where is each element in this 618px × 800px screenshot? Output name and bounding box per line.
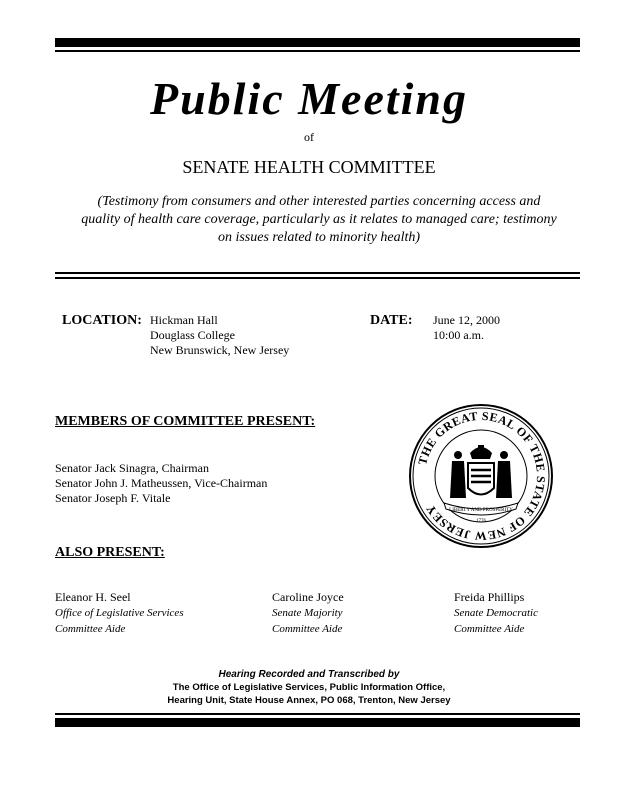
- members-heading: MEMBERS OF COMMITTEE PRESENT:: [55, 414, 316, 429]
- aide-entry: [55, 589, 184, 637]
- seal-year: 1776: [476, 519, 486, 524]
- member-item: Senator John J. Matheussen, Vice-Chairman: [55, 476, 268, 490]
- members-list: [55, 461, 267, 506]
- date-label: DATE:: [370, 313, 413, 328]
- member-item: Senator Joseph F. Vitale: [55, 491, 171, 505]
- also-present-heading: ALSO PRESENT:: [55, 545, 165, 560]
- aide-office: Office of Legislative Services: [55, 607, 184, 619]
- footer-line: Hearing Unit, State House Annex, PO 068, Trenton, New Jersey: [167, 695, 451, 706]
- bottom-thick-rule: [55, 718, 580, 727]
- footer-line: The Office of Legislative Services, Public Information Office,: [172, 682, 446, 693]
- aide-entry: [272, 589, 344, 637]
- aide-office: Senate Majority: [272, 607, 343, 619]
- footer-line: Hearing Recorded and Transcribed by: [218, 669, 400, 680]
- aide-role: Committee Aide: [272, 623, 343, 635]
- aide-office: Senate Democratic: [454, 607, 538, 619]
- top-thick-rule: [55, 38, 580, 47]
- seal-ring-text: THE GREAT SEAL OF THE STATE OF NEW JERSEY: [415, 408, 549, 544]
- location-line: New Brunswick, New Jersey: [150, 343, 290, 357]
- member-item: Senator Jack Sinagra, Chairman: [55, 461, 209, 475]
- aide-entry: [454, 589, 538, 637]
- of-text: of: [304, 130, 314, 144]
- aide-role: Committee Aide: [55, 623, 126, 635]
- top-thin-rule: [55, 50, 580, 52]
- transcription-credit: [0, 668, 618, 707]
- location-label: LOCATION:: [62, 313, 142, 328]
- aide-name: Caroline Joyce: [272, 590, 344, 604]
- location-details: [150, 313, 289, 358]
- state-seal: [408, 403, 554, 549]
- committee-name: SENATE HEALTH COMMITTEE: [182, 157, 436, 177]
- middle-rule-bottom: [55, 277, 580, 279]
- page-title: Public Meeting: [149, 73, 469, 124]
- date-line: 10:00 a.m.: [433, 328, 484, 342]
- location-line: Douglass College: [150, 328, 235, 342]
- seal-ribbon-text: LIBERTY AND PROSPERITY: [449, 508, 513, 513]
- date-line: June 12, 2000: [433, 313, 500, 327]
- aide-name: Freida Phillips: [454, 590, 525, 604]
- meeting-description: (Testimony from consumers and other interested parties concerning access and quality of health care coverage, particularly as it relates to managed care; testimony on issues related to minority health): [81, 194, 557, 245]
- aide-role: Committee Aide: [454, 623, 525, 635]
- location-line: Hickman Hall: [150, 313, 218, 327]
- middle-rule-top: [55, 272, 580, 274]
- aide-name: Eleanor H. Seel: [55, 590, 131, 604]
- bottom-thin-rule: [55, 713, 580, 715]
- date-details: [433, 313, 500, 343]
- seal-shield-icon: [468, 463, 494, 495]
